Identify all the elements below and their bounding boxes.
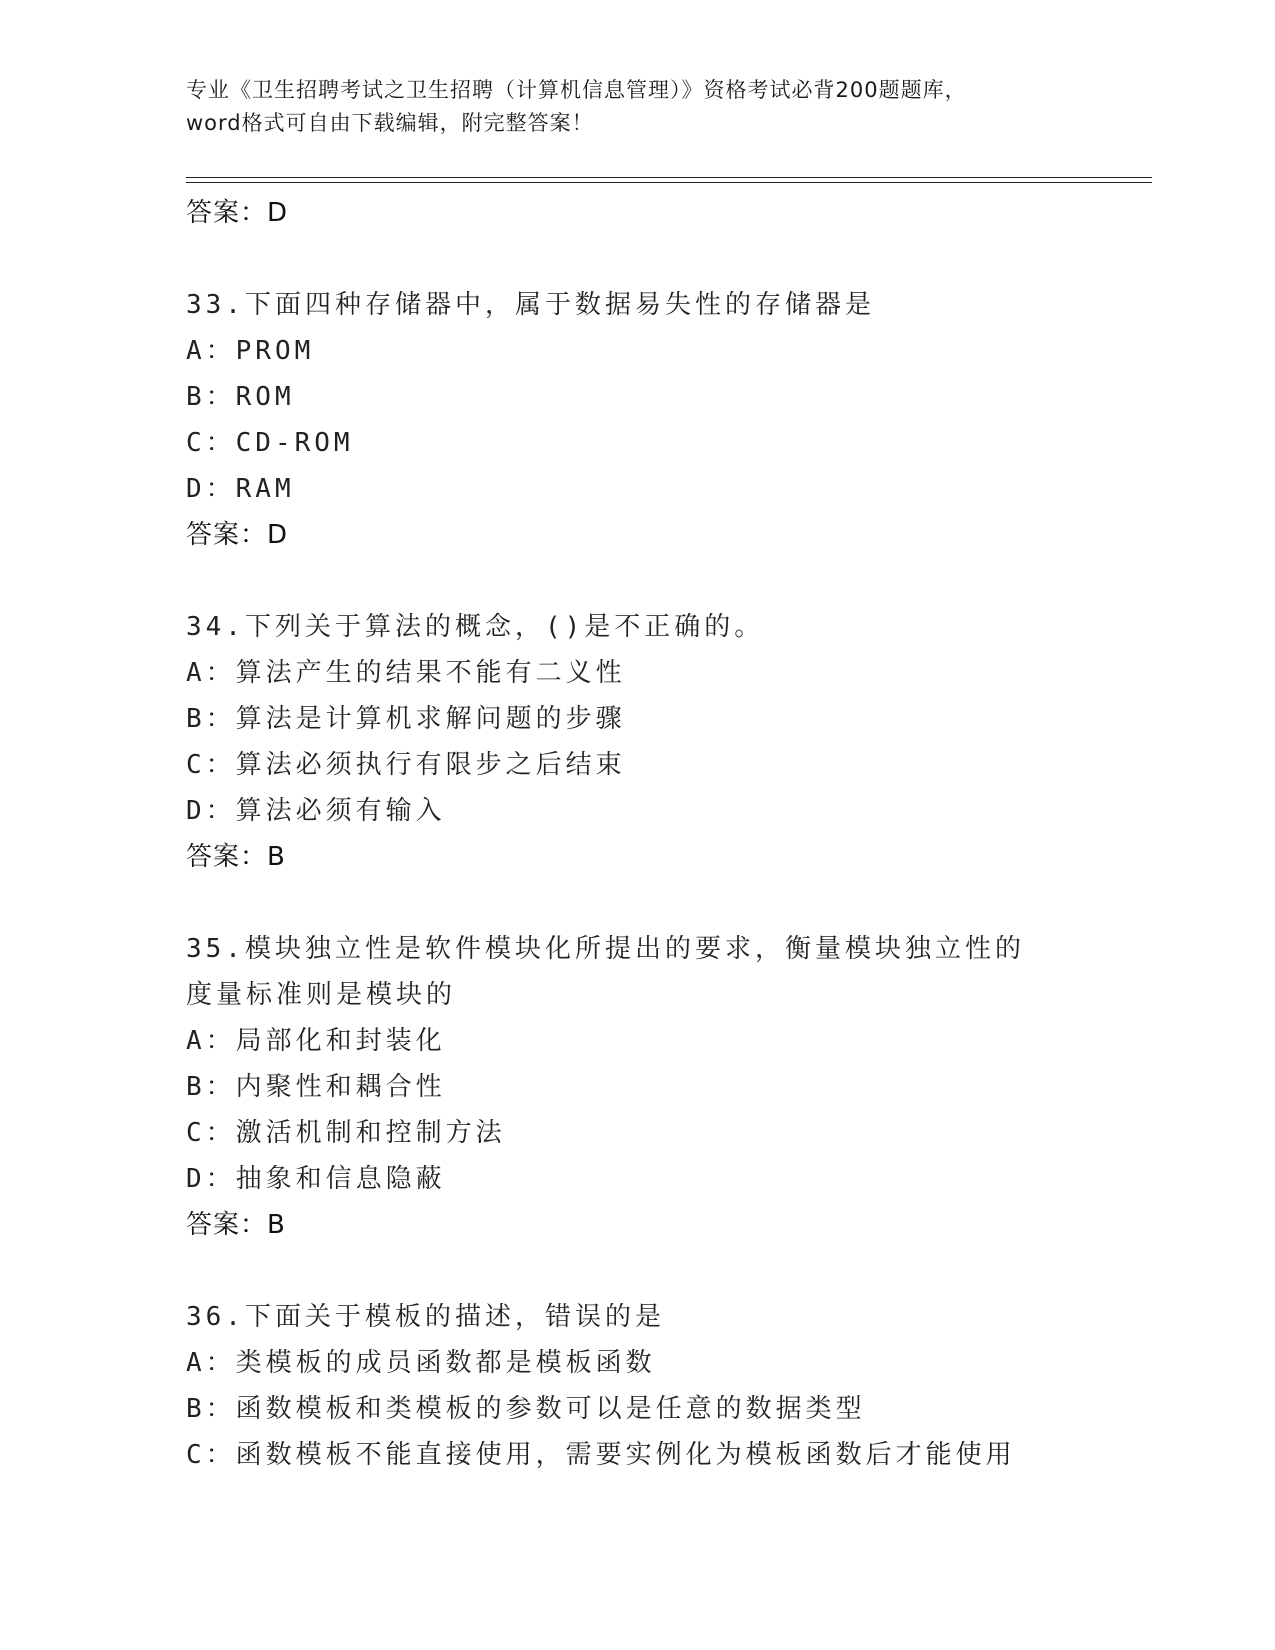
header-divider (186, 182, 1152, 183)
option-c: C：CD-ROM (186, 428, 354, 458)
answer-line: 答案：D (186, 520, 289, 550)
answer-line: 答案：B (186, 1210, 286, 1240)
question-text: 36.下面关于模板的描述，错误的是 (186, 1302, 665, 1332)
question-text: 35.模块独立性是软件模块化所提出的要求，衡量模块独立性的度量标准则是模块的 (186, 934, 1025, 1010)
option-a: A：局部化和封装化 (186, 1026, 446, 1056)
option-b: B：内聚性和耦合性 (186, 1072, 446, 1102)
option-b: B：ROM (186, 382, 295, 412)
option-a: A：算法产生的结果不能有二义性 (186, 658, 626, 688)
answer-line: 答案：D (186, 198, 289, 228)
option-b: B：算法是计算机求解问题的步骤 (186, 704, 626, 734)
header-divider (186, 177, 1152, 178)
header-line-1: 专业《卫生招聘考试之卫生招聘（计算机信息管理）》资格考试必背200题题库， (186, 78, 967, 102)
question-text: 33.下面四种存储器中，属于数据易失性的存储器是 (186, 290, 875, 320)
answer-line: 答案：B (186, 842, 286, 872)
option-b: B：函数模板和类模板的参数可以是任意的数据类型 (186, 1394, 866, 1424)
question-list (186, 190, 1146, 1478)
option-d: D：抽象和信息隐蔽 (186, 1164, 446, 1194)
question-block (186, 926, 1146, 1248)
option-c: C：算法必须执行有限步之后结束 (186, 750, 626, 780)
option-c: C：函数模板不能直接使用，需要实例化为模板函数后才能使用 (186, 1440, 1016, 1470)
option-a: A：类模板的成员函数都是模板函数 (186, 1348, 656, 1378)
header-line-2: word格式可自由下载编辑，附完整答案！ (186, 111, 594, 135)
option-d: D：算法必须有输入 (186, 796, 446, 826)
option-a: A：PROM (186, 336, 315, 366)
option-d: D：RAM (186, 474, 295, 504)
question-block (186, 1294, 1146, 1478)
document-header (186, 74, 1086, 140)
question-block (186, 604, 1146, 880)
question-block (186, 282, 1146, 558)
option-c: C：激活机制和控制方法 (186, 1118, 506, 1148)
question-text: 34.下列关于算法的概念，()是不正确的。 (186, 612, 765, 642)
